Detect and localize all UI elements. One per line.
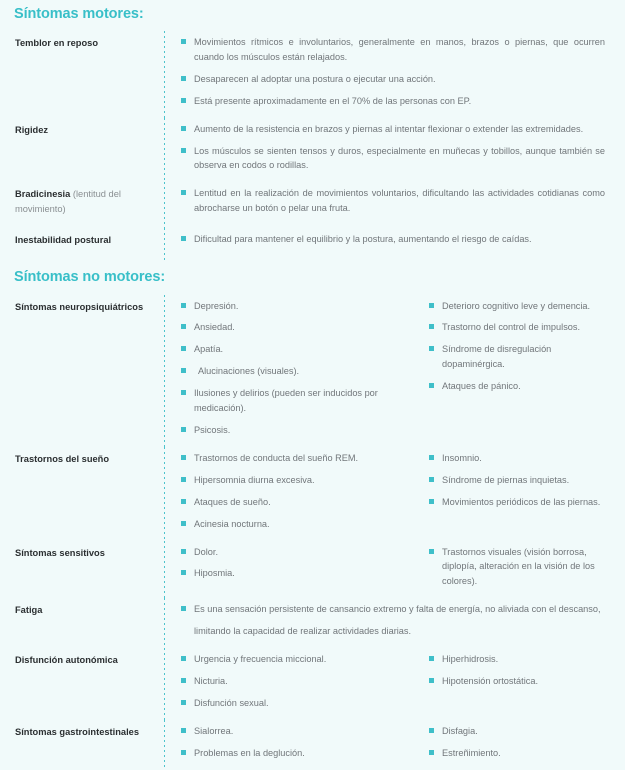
bullet-square-icon: [181, 390, 186, 395]
symptom-item: [181, 386, 413, 416]
symptom-row: [14, 648, 611, 720]
symptom-item-text: Lentitud en la realización de movimientos voluntarios, dificultando las actividades cotidianas como abrocharse un botón o pelar una fruta.: [194, 188, 605, 214]
symptom-item: [181, 423, 413, 438]
symptom-row-content: [165, 31, 611, 118]
section-rows: [14, 31, 611, 260]
symptom-item: [181, 320, 413, 335]
symptom-row-label-main: Inestabilidad postural: [15, 235, 112, 246]
symptom-row-label: [14, 228, 164, 259]
symptom-item: [181, 451, 413, 466]
bullet-square-icon: [429, 383, 434, 388]
symptom-item: [181, 186, 605, 216]
bullet-square-icon: [429, 728, 434, 733]
bullet-square-icon: [181, 750, 186, 755]
symptom-list: [429, 724, 607, 761]
bullet-square-icon: [181, 368, 186, 373]
symptom-row: [14, 447, 611, 541]
bullet-square-icon: [181, 346, 186, 351]
symptom-item-text: Acinesia nocturna.: [194, 518, 270, 529]
symptom-item: [429, 320, 607, 335]
symptom-row: [14, 182, 611, 228]
symptom-row: [14, 31, 611, 118]
symptom-item-text: Urgencia y frecuencia miccional.: [194, 654, 327, 665]
bullet-square-icon: [429, 499, 434, 504]
symptom-item-text: Estreñimiento.: [442, 747, 501, 758]
symptom-column-left: [165, 451, 413, 532]
symptom-row: [14, 118, 611, 183]
symptom-list: [181, 652, 413, 711]
bullet-square-icon: [181, 606, 186, 611]
symptom-column-right: [413, 299, 611, 438]
symptom-row: [14, 228, 611, 259]
symptom-item-text: Psicosis.: [194, 425, 231, 435]
symptom-item: [181, 299, 413, 314]
symptom-item: [181, 342, 413, 357]
symptom-row-label-note: (lentitud del movimiento): [15, 189, 121, 214]
symptom-item: [429, 652, 607, 667]
symptom-item: [429, 451, 607, 466]
bullet-square-icon: [181, 549, 186, 554]
symptom-row-content: [165, 228, 611, 259]
bullet-square-icon: [429, 324, 434, 329]
symptom-item-text: Aumento de la resistencia en brazos y piernas al intentar flexionar o extender las extremidades.: [194, 123, 584, 134]
symptom-list: [429, 299, 607, 395]
symptom-row-label: [14, 118, 164, 183]
symptom-item-text: Los músculos se sienten tensos y duros, especialmente en muñecas y tobillos, aunque también se observa en codos o rodillas.: [194, 145, 605, 171]
symptom-column-left: [165, 652, 413, 711]
symptom-column-single: [165, 122, 611, 174]
symptom-list: [181, 299, 413, 438]
bullet-square-icon: [181, 190, 186, 195]
bullet-square-icon: [181, 521, 186, 526]
symptom-list: [181, 186, 605, 216]
symptom-item-text: Apatía.: [194, 344, 224, 355]
bullet-square-icon: [181, 39, 186, 44]
bullet-square-icon: [429, 303, 434, 308]
symptom-row-label: [14, 447, 164, 541]
symptom-item-text: Depresión.: [194, 300, 239, 311]
symptom-column-single: [165, 35, 611, 109]
symptom-item-text: Ataques de pánico.: [442, 381, 521, 392]
symptom-item-text: Trastorno del control de impulsos.: [442, 322, 581, 333]
symptom-list: [181, 602, 605, 639]
symptom-row-label: [14, 648, 164, 720]
bullet-square-icon: [181, 728, 186, 733]
symptom-row-label-main: Síntomas gastrointestinales: [15, 726, 139, 737]
bullet-square-icon: [181, 678, 186, 683]
bullet-square-icon: [181, 126, 186, 131]
symptom-row-label-main: Bradicinesia: [15, 189, 71, 200]
symptom-list: [429, 451, 607, 510]
symptom-list: [429, 545, 607, 590]
bullet-square-icon: [429, 750, 434, 755]
symptom-item: [181, 144, 605, 174]
bullet-square-icon: [181, 303, 186, 308]
symptom-item: [429, 746, 607, 761]
symptom-item: [181, 624, 605, 639]
symptom-item-text: Hipersomnia diurna excesiva.: [194, 474, 315, 485]
symptom-item: [181, 602, 605, 617]
symptom-item: [181, 746, 413, 761]
bullet-square-icon: [181, 570, 186, 575]
bullet-square-icon: [181, 656, 186, 661]
symptom-row-label-main: Fatiga: [15, 605, 43, 616]
symptom-item-text: Dificultad para mantener el equilibrio y la postura, aumentando el riesgo de caídas.: [194, 234, 532, 245]
symptom-row-content: [165, 447, 611, 541]
bullet-square-icon: [429, 346, 434, 351]
symptom-item-text: Hiposmia.: [194, 568, 235, 579]
symptom-column-left: [165, 545, 413, 590]
symptom-row: [14, 541, 611, 599]
symptom-row: [14, 295, 611, 447]
symptom-column-right: [413, 724, 611, 761]
symptom-column-right: [413, 451, 611, 532]
symptom-row-content: [165, 182, 611, 228]
symptom-row-content: [165, 720, 611, 770]
symptom-item-text: Sialorrea.: [194, 725, 234, 736]
symptom-row-label-main: Síntomas sensitivos: [15, 547, 105, 558]
bullet-square-icon: [181, 236, 186, 241]
symptom-list: [181, 545, 413, 582]
symptom-item: [181, 545, 413, 560]
symptom-item: [429, 724, 607, 739]
symptom-item-text: Hipotensión ortostática.: [442, 675, 539, 686]
symptom-item: [181, 35, 605, 65]
symptom-item-text: limitando la capacidad de realizar actividades diarias.: [194, 626, 412, 637]
symptom-list: [181, 451, 413, 532]
bullet-square-icon: [181, 499, 186, 504]
section-heading: Síntomas no motores:: [14, 268, 166, 285]
bullet-square-icon: [181, 455, 186, 460]
symptom-item-text: Es una sensación persistente de cansancio extremo y falta de energía, no aliviada con el descanso,: [194, 604, 601, 615]
symptom-item: [181, 517, 413, 532]
symptom-item: [181, 232, 605, 247]
symptom-item-text: Trastornos visuales (visión borrosa, diplopía, alteración en la visión de los colores).: [442, 546, 595, 587]
symptom-row-label-main: Rigidez: [15, 124, 49, 135]
symptom-item-text: Nicturia.: [194, 675, 228, 686]
bullet-square-icon: [181, 76, 186, 81]
symptom-row-label: [14, 295, 164, 447]
symptom-item: [429, 299, 607, 314]
symptom-row-content: [165, 118, 611, 183]
symptom-list: [181, 122, 605, 174]
bullet-square-icon: [181, 427, 186, 432]
symptom-item-text: Disfunción sexual.: [194, 697, 269, 708]
symptom-item: [181, 94, 605, 109]
symptom-item-text: Trastornos de conducta del sueño REM.: [194, 452, 359, 463]
symptom-row-label-main: Síntomas neuropsiquiátricos: [15, 301, 144, 312]
symptom-item: [181, 72, 605, 87]
symptom-item-text: Insomnio.: [442, 452, 482, 463]
symptom-item: [429, 545, 607, 590]
symptom-list: [181, 232, 605, 247]
section-rows: [14, 295, 611, 770]
symptom-item: [181, 566, 413, 581]
symptom-item: [181, 364, 413, 379]
symptom-item-text: Movimientos periódicos de las piernas.: [442, 496, 601, 507]
bullet-square-icon: [429, 455, 434, 460]
symptom-row-label-main: Disfunción autonómica: [15, 655, 118, 666]
symptom-row-content: [165, 598, 611, 648]
bullet-square-icon: [429, 477, 434, 482]
symptom-item: [429, 342, 607, 372]
symptom-item-text: Dolor.: [194, 546, 218, 557]
symptom-item: [181, 473, 413, 488]
symptom-row-label-main: Temblor en reposo: [15, 38, 98, 48]
symptom-item: [181, 495, 413, 510]
symptom-item: [181, 674, 413, 689]
bullet-square-icon: [429, 549, 434, 554]
symptom-item: [429, 495, 607, 510]
symptom-row-label: [14, 720, 164, 770]
symptom-row: [14, 720, 611, 770]
symptom-item-text: Alucinaciones (visuales).: [198, 366, 300, 377]
symptom-list: [181, 724, 413, 761]
symptom-item: [181, 652, 413, 667]
symptom-row-content: [165, 295, 611, 447]
symptom-item-text: Ilusiones y delirios (pueden ser inducidos por medicación).: [194, 388, 378, 414]
symptom-column-left: [165, 724, 413, 761]
symptom-item-text: Movimientos rítmicos e involuntarios, generalmente en manos, brazos o piernas, que ocurren cuando los músculos están relajados.: [194, 37, 605, 62]
symptom-row-label: [14, 541, 164, 599]
symptom-list: [181, 35, 605, 109]
section-heading: Síntomas motores:: [14, 6, 144, 22]
symptom-list: [429, 652, 607, 689]
symptom-column-right: [413, 545, 611, 590]
symptom-row: [14, 598, 611, 648]
symptom-item: [429, 473, 607, 488]
symptom-item-text: Síndrome de piernas inquietas.: [442, 474, 570, 485]
sections-container: [14, 0, 611, 770]
symptom-item: [181, 696, 413, 711]
symptom-item: [181, 122, 605, 137]
symptom-row-content: [165, 648, 611, 720]
bullet-square-icon: [181, 148, 186, 153]
symptom-item-text: Disfagia.: [442, 725, 478, 736]
symptom-row-label: [14, 598, 164, 648]
symptom-item-text: Problemas en la deglución.: [194, 747, 305, 758]
symptom-row-content: [165, 541, 611, 599]
bullet-square-icon: [181, 477, 186, 482]
symptom-item: [181, 724, 413, 739]
symptom-row-label: [14, 182, 164, 228]
symptom-item-text: Está presente aproximadamente en el 70% de las personas con EP.: [194, 95, 472, 106]
symptom-column-single: [165, 186, 611, 219]
symptom-item-text: Desaparecen al adoptar una postura o ejecutar una acción.: [194, 73, 436, 84]
symptom-item-text: Síndrome de disregulación dopaminérgica.: [442, 344, 552, 370]
bullet-square-icon: [429, 656, 434, 661]
symptom-item: [429, 674, 607, 689]
bullet-square-icon: [181, 324, 186, 329]
bullet-square-icon: [181, 700, 186, 705]
symptom-row-label-main: Trastornos del sueño: [15, 453, 110, 464]
symptom-column-right: [413, 652, 611, 711]
symptom-column-single: [165, 232, 611, 250]
bullet-square-icon: [429, 678, 434, 683]
symptom-item-text: Deterioro cognitivo leve y demencia.: [442, 300, 591, 311]
symptom-item-text: Hiperhidrosis.: [442, 654, 499, 665]
symptom-item: [429, 379, 607, 394]
symptom-column-left: [165, 299, 413, 438]
symptom-item-text: Ansiedad.: [194, 322, 235, 333]
bullet-square-icon: [181, 98, 186, 103]
symptom-item-text: Ataques de sueño.: [194, 496, 271, 507]
symptom-column-single: [165, 602, 611, 639]
symptom-row-label: [14, 31, 164, 118]
